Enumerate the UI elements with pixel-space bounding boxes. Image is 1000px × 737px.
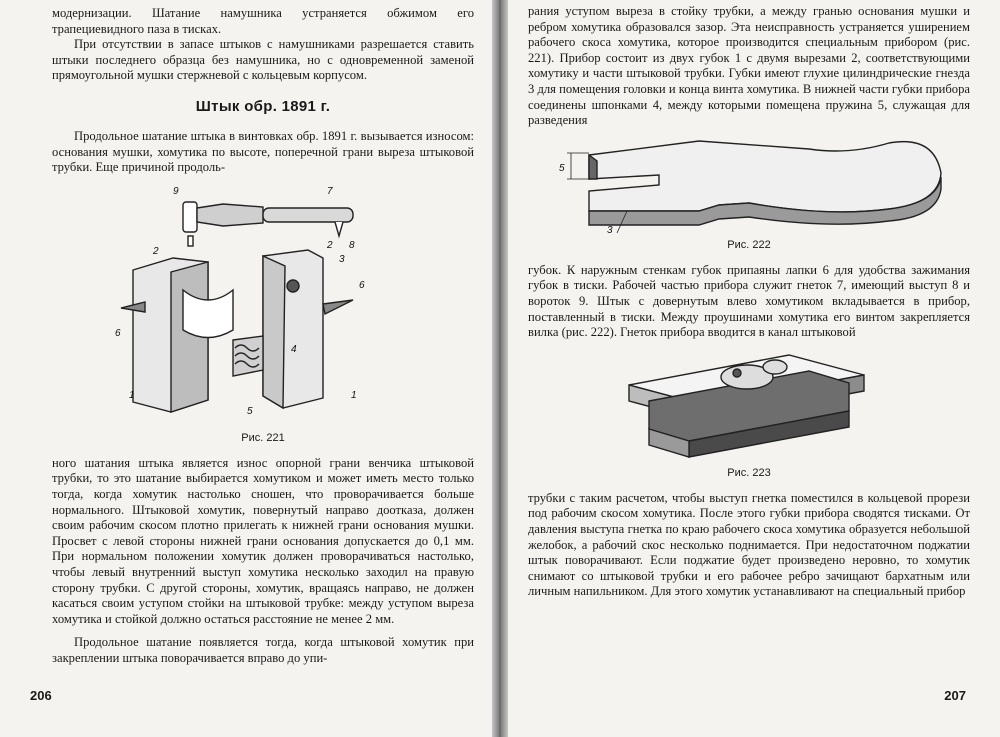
fork-illustration [549, 133, 949, 235]
paragraph: модернизации. Шатание намушника устраняется обжимом его трапециевидного паза в тисках. [52, 6, 474, 36]
tool-shaft-shape [197, 204, 263, 226]
figure-222 [528, 133, 970, 235]
lug-right-shape [323, 300, 353, 314]
book-gutter [492, 0, 508, 737]
bayonet-tool-illustration [113, 180, 413, 428]
label-9: 9 [173, 185, 179, 197]
fork-top-shape [589, 141, 941, 212]
tool-handle-shape [183, 202, 197, 232]
right-page [508, 0, 1000, 737]
tool-tip-shape [335, 222, 343, 236]
label-1-right: 1 [351, 389, 357, 401]
plunger-tab-shape [763, 360, 787, 374]
label-1-left: 1 [129, 389, 135, 401]
paragraph: Продольное шатание штыка в винтовках обр. 1891 г. вызывается износом: основания мушки, хомутика по высоте, поперечной грани выреза штыковой трубки. Еще причиной продоль- [52, 128, 474, 175]
jaw-socket-shape [287, 280, 299, 292]
paragraph: рания уступом выреза в стойку трубки, а между гранью основания мушки и ребром хомутика образовался зазор. Эта неисправность устраняется уширением рабочего скоса хомутика, которое производится специальным прибором (рис. 221). Прибор состоит из двух губок 1 с двумя вырезами 2, соответствующими хомутику и части штыковой трубки. Губки имеют глухие цилиндрические гнезда 3 для помещения головки и конца винта хомутика. В нижней части губки прибора соединены шпонками 4, между которыми помещена пружина 5, служащая для разведения [528, 4, 970, 128]
jaw-right-side-shape [263, 256, 285, 408]
paragraph: губок. К наружным стенкам губок припаяны лапки 6 для удобства зажимания губок в тиски. Рабочей частью прибора служит гнеток 7, имеющий выступ 8 и вороток 9. Штык с довернутым влево хомутиком вкладывается в прибор, поставленный в тиски. Между проушинами хомутика его винтом закрепляется вилка (рис. 222). Гнеток прибора вводится в канал штыковой [528, 262, 970, 340]
paragraph: При отсутствии в запасе штыков с намушниками разрешается ставить штыки последнего образца без намушника, но с одновременной заменой прямоугольной мушки стержневой с кольцевым корпусом. [52, 37, 474, 83]
page-number: 206 [30, 688, 52, 703]
label-7: 7 [327, 185, 333, 197]
plunger-plate-illustration [619, 345, 879, 463]
paragraph: Продольное шатание появляется тогда, когда штыковой хомутик при закреплении штыка поворачивается вправо до упи- [52, 635, 474, 665]
left-page [0, 0, 492, 737]
figure-caption: Рис. 223 [727, 466, 771, 479]
paragraph: ного шатания штыка является износ опорной грани венчика штыковой трубки, то это шатание выбирается хомутиком и может иметь место только тогда, когда хомутик настолько сношен, что проворачивается больше нормального. Штыковой хомутик, повернутый направо доотказа, должен своим рабочим скосом плотно прилегать к нижней грани основания мушки. Просвет с левой стороны нижней грани основания допускается до 0,1 мм. При нормальном положении хомутик должен проворачиваться настолько, чтобы левый внутренний выступ хомутика несколько заходил на правую сторону трубки. С другой стороны, хомутик, вращаясь направо, не должен касаться своим уступом стойки на штыковой трубке: между уступом выреза хомутика и стойкой должно остаться расстояние не менее 2 мм. [52, 455, 474, 626]
figure-221 [52, 180, 474, 428]
label-3: 3 [339, 253, 345, 265]
label-5: 5 [247, 405, 253, 417]
plunger-hole-shape [733, 369, 741, 377]
section-heading: Штык обр. 1891 г. [195, 97, 331, 115]
label-6-right: 6 [359, 279, 365, 291]
label-3: 3 [607, 224, 613, 235]
figure-caption: Рис. 221 [241, 431, 285, 444]
label-5: 5 [559, 162, 565, 174]
paragraph: трубки с таким расчетом, чтобы выступ гнетка поместился в кольцевой прорези под рабочим скосом хомутика. После этого губки прибора сводятся тисками. От давления выступа гнетка по краю рабочего скоса хомутика образуется небольшой желобок, а рабочий скос несколько поднимается. При недостаточном поджатии штык поворачивают. Если поджатие будет произведено неровно, то хомутик снимают со штыковой трубки и его рабочее ребро зачищают бархатным или личным напильником. Для этого хомутик устанавливают на специальный прибор [528, 490, 970, 599]
label-6-left: 6 [115, 327, 121, 339]
figure-223 [528, 345, 970, 463]
figure-caption: Рис. 222 [727, 238, 771, 251]
label-4: 4 [291, 343, 297, 355]
label-2-right: 2 [327, 239, 333, 251]
dimension-line-5 [567, 153, 589, 179]
label-2-left: 2 [153, 245, 159, 257]
tool-rod-shape [263, 208, 353, 222]
label-8: 8 [349, 239, 355, 251]
page-number: 207 [944, 688, 966, 703]
tool-pin-shape [188, 236, 193, 246]
